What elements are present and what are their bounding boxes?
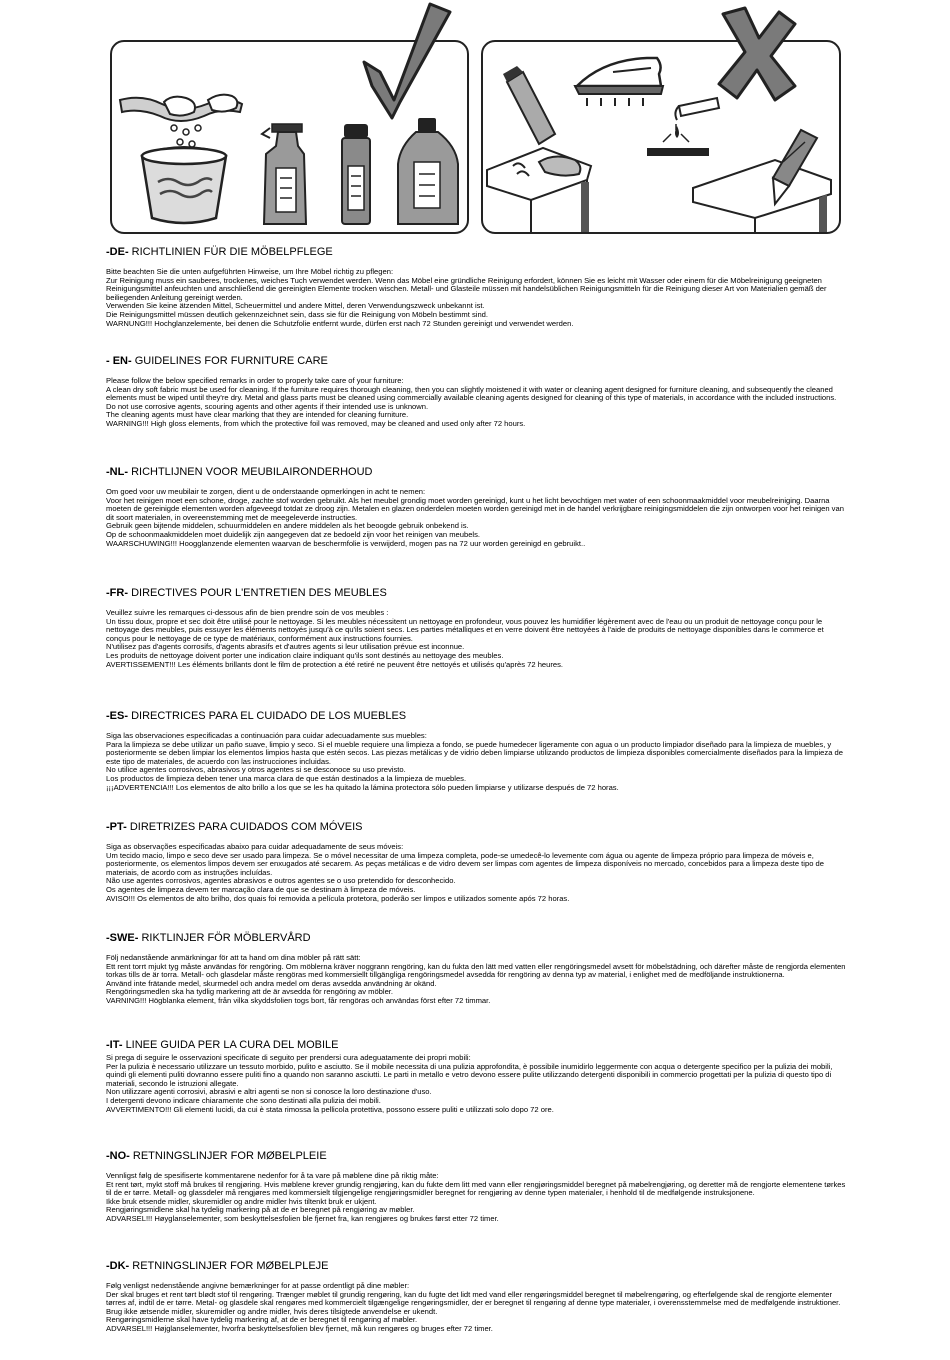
language-code: -NL- — [106, 466, 128, 478]
instruction-paragraph: Et rent tørt, mykt stoff må brukes til rengjøring. Hvis møblene krever grundig rengjøring, kan du fukte dem litt med vann eller rengjøringsmiddel beregnet på møbelrengjøring, og deretter må de rengjorte elementene tørkes til de er tørre. Metall- og glassdeler må rengjøres med kommersielt tilgjengelige rengjøringsmidler beregnet for rengjøring av denne typen materialer, i henhold til de medfølgende instruksjonene. — [106, 1179, 846, 1198]
forbidden-methods-panel — [481, 40, 841, 234]
instruction-paragraph: Ett rent torrt mjukt tyg måste användas för rengöring. Om möblerna kräver noggrann rengöring, kan du fukta den lätt med vatten eller rengöringsmedel avsett för möbelstädning, och därefter måste de rengjorda elementen torkas tills de är torra. Metall- och glasdelar måste rengöras med kommersiellt tillgängliga rengöringsmedel avsedda för rengöring av denna typ av material, i enlighet med de medföljande instruktionerna. — [106, 961, 846, 980]
language-code: -IT- — [106, 1039, 123, 1051]
language-code: -NO- — [106, 1150, 130, 1162]
intro-line: Bitte beachten Sie die unten aufgeführten Hinweise, um Ihre Möbel richtig zu pflegen: — [106, 267, 394, 276]
intro-line: Si prega di seguire le osservazioni specificate di seguito per prendersi cura adeguatamente dei propri mobili: — [106, 1053, 471, 1062]
instruction-paragraph: Zur Reinigung muss ein sauberes, trockenes, weiches Tuch verwendet werden. Wenn das Möbel eine gründliche Reinigung erfordert, können Sie es leicht mit Wasser oder einem für die Möbelreinigung geeigneten Reinigungsmittel anfeuchten und anschließend die gereinigten Elemente trocken wischen. Metall- und Glasteile müssen mit handelsüblichen Reinigungsmitteln für die Reinigung dieser Art von Materialien gemäß der beiliegenden Anleitung gereinigt werden. — [106, 275, 827, 302]
intro-line: Please follow the below specified remarks in order to properly take care of your furniture: — [106, 376, 404, 385]
instruction-line: Die Reinigungsmittel müssen deutlich gekennzeichnet sein, dass sie für die Reinigung von Möbeln bestimmt sind. — [106, 309, 489, 319]
section-body — [106, 1054, 846, 1114]
section-heading — [106, 1260, 846, 1273]
instruction-line: Ikke bruk etsende midler, skuremidler og andre midler hvis tiltenkt bruk er ukjent. — [106, 1196, 377, 1206]
check-icon — [364, 4, 450, 118]
section-de — [106, 246, 846, 328]
bucket-icon — [142, 147, 226, 223]
language-code: -PT- — [106, 821, 127, 833]
intro-line: Följ nedanstående anmärkningar för att ta hand om dina möbler på rätt sätt: — [106, 953, 361, 962]
language-code: -ES- — [106, 710, 128, 722]
instruction-paragraph: Per la pulizia è necessario utilizzare un tessuto morbido, pulito e asciutto. Se il mobile necessita di una pulizia approfondita, è possibile inumidirlo leggermente con acqua o detergente specifico per la pulizia dei mobili, quindi gli elementi puliti dovranno essere puliti fino a quando non saranno asciutti. Le parti in metallo e vetro devono essere pulite utilizzando detergenti disponibili in commercio progettati per la pulizia di questo tipo di materiali, secondo le istruzioni allegate. — [106, 1061, 833, 1088]
section-heading — [106, 1039, 846, 1052]
warning-line: WAARSCHUWING!!! Hoogglanzende elementen waarvan de beschermfolie is verwijderd, mogen pas na 72 uur worden gereinigd en gebruikt.. — [106, 538, 586, 548]
section-dk — [106, 1260, 846, 1334]
hands-wringing-cloth-icon — [120, 95, 242, 147]
detergent-bottle-icon — [398, 118, 458, 224]
section-body — [106, 954, 846, 1006]
section-title: GUIDELINES FOR FURNITURE CARE — [134, 355, 328, 367]
instruction-paragraph: Para la limpieza se debe utilizar un paño suave, limpio y seco. Si el mueble requiere una limpieza a fondo, se puede humedecer ligeramente con agua o un producto limpiador diseñado para la limpieza de muebles, y posteriormente se deben limpiar los elementos limpios hasta que estén secos. Las piezas metálicas y de vidrio deben limpiarse utilizando productos de limpieza disponibles comercialmente diseñados para la limpieza de este tipo de materiales, de acuerdo con las instrucciones incluidas. — [106, 739, 843, 766]
warning-line: WARNUNG!!! Hochglanzelemente, bei denen die Schutzfolie entfernt wurde, dürfen erst nach 72 Stunden gereinigt und verwendet werden. — [106, 318, 574, 328]
warning-line: VARNING!!! Högblanka element, från vilka skyddsfolien togs bort, får rengöras och användas först efter 72 timmar. — [106, 995, 491, 1005]
section-title: LINEE GUIDA PER LA CURA DEL MOBILE — [125, 1039, 339, 1051]
instruction-line: Använd inte frätande medel, skurmedel och andra medel om deras avsedda användning är okänd. — [106, 978, 437, 988]
section-body — [106, 1282, 846, 1334]
intro-line: Følg venligst nedenstående angivne bemærkninger for at passe ordentligt på dine møbler: — [106, 1281, 410, 1290]
section-body — [106, 609, 846, 669]
instruction-line: Do not use corrosive agents, scouring agents and other agents if their intended use is unknown. — [106, 401, 429, 411]
language-code: -DK- — [106, 1260, 130, 1272]
instruction-line: Os agentes de limpeza devem ter marcação clara de que se destinam à limpeza de móveis. — [106, 884, 416, 894]
section-heading — [106, 932, 846, 945]
section-title: RICHTLIJNEN VOOR MEUBILAIRONDERHOUD — [131, 466, 373, 478]
cross-icon — [719, 8, 795, 100]
section-title: DIRECTRICES PARA EL CUIDADO DE LOS MUEBLES — [131, 710, 407, 722]
section-nl — [106, 466, 846, 548]
instruction-paragraph: Voor het reinigen moet een schone, droge, zachte stof worden gebruikt. Als het meubel grondig moet worden gereinigd, kunt u het licht bevochtigen met water of een schoonmaakmiddel voor meubelreiniging. Daarna moeten de gereinigde elementen worden afgeveegd totdat ze droog zijn. Metalen en glazen onderdelen moeten worden gereinigd met in de handel verkrijgbare reinigingsmiddelen die zijn ontworpen voor het reinigen van dit soort materialen, in overeenstemming met de meegeleverde instructies. — [106, 495, 844, 522]
instruction-line: I detergenti devono indicare chiaramente che sono destinati alla pulizia dei mobili. — [106, 1095, 381, 1105]
section-body — [106, 377, 846, 429]
warning-line: WARNING!!! High gloss elements, from which the protective foil was removed, may be cleaned and used only after 72 hours. — [106, 418, 526, 428]
spray-bottle-icon — [262, 124, 306, 224]
section-body — [106, 1172, 846, 1224]
section-heading — [106, 587, 846, 600]
section-title: DIRECTIVES POUR L'ENTRETIEN DES MEUBLES — [131, 587, 387, 599]
warning-line: ¡¡¡ADVERTENCIA!!! Los elementos de alto brillo a los que se les ha quitado la lámina protectora sólo pueden limpiarse y utilizarse después de 72 horas. — [106, 782, 619, 792]
section-en — [106, 355, 846, 429]
warning-line: AVISO!!! Os elementos de alto brilho, dos quais foi removida a película protetora, poderão ser limpos e utilizados somente após 72 horas. — [106, 893, 570, 903]
section-es — [106, 710, 846, 792]
section-heading — [106, 821, 846, 834]
section-title: RETNINGSLINJER FOR MØBELPLEIE — [132, 1150, 327, 1162]
section-title: RETNINGSLINJER FOR MØBELPLEJE — [132, 1260, 329, 1272]
section-no — [106, 1150, 846, 1224]
section-fr — [106, 587, 846, 669]
instruction-line: Não use agentes corrosivos, agentes abrasivos e outros agentes se o uso pretendido for desconhecido. — [106, 876, 456, 886]
instruction-line: Op de schoonmaakmiddelen moet duidelijk zijn aangegeven dat ze bedoeld zijn voor het reinigen van meubels. — [106, 529, 481, 539]
table-scrubbing-icon — [487, 148, 591, 232]
instruction-line: Rengöringsmedlen ska ha tydlig markering att de är avsedda för rengöring av möbler. — [106, 987, 394, 997]
instruction-line: Verwenden Sie keine ätzenden Mittel, Scheuermittel und andere Mittel, deren Verwendungszweck unbekannt ist. — [106, 301, 485, 311]
section-swe — [106, 932, 846, 1006]
section-title: RIKTLINJER FÖR MÖBLERVÅRD — [141, 932, 311, 944]
section-it — [106, 1039, 846, 1114]
instruction-line: Rengjøringsmidlene skal ha tydelig markering på at de er beregnet på rengjøring av møbler. — [106, 1205, 415, 1215]
intro-line: Vennligst følg de spesifiserte kommentarene nedenfor for å ta vare på møblene dine på riktig måte: — [106, 1171, 439, 1180]
section-heading — [106, 355, 846, 368]
allowed-methods-illustration — [112, 42, 467, 232]
section-body — [106, 488, 846, 548]
cleaning-bottle-icon — [342, 124, 370, 224]
forbidden-methods-illustration — [483, 42, 839, 232]
instruction-line: Rengøringsmidlerne skal have tydelig markering af, at de er beregnet til rengøring af møbler. — [106, 1315, 418, 1325]
section-heading — [106, 1150, 846, 1163]
instruction-paragraph: Der skal bruges et rent tørt blødt stof til rengøring. Trænger møblet til grundig rengøring, kan du fugte det lidt med vand eller rengøringsmiddel beregnet til møbelrengøring, og efterfølgende skal de rengjorte elementer tørres af, indtil de er tørre. Metal- og glasdele skal rengøres med kommercielt tilgængelige rengøringsmidler, der er beregnet til rengøring af denne type materialer, i overensstemmelse med de medfølgende instruktioner. — [106, 1289, 841, 1308]
section-body — [106, 732, 846, 792]
instruction-line: The cleaning agents must have clear marking that they are intended for cleaning furniture. — [106, 410, 409, 420]
instruction-line: No utilice agentes corrosivos, abrasivos y otros agentes si se desconoce su uso previsto. — [106, 765, 406, 775]
iron-icon — [575, 58, 663, 106]
section-pt — [106, 821, 846, 903]
section-title: RICHTLINIEN FÜR DIE MÖBELPFLEGE — [131, 246, 333, 258]
corrosive-agent-icon — [647, 98, 719, 156]
section-heading — [106, 466, 846, 479]
instruction-paragraph: Um tecido macio, limpo e seco deve ser usado para limpeza. Se o móvel necessitar de uma limpeza completa, pode-se umedecê-lo levemente com água ou agente de limpeza próprio para limpeza de móveis e, posteriormente, os elementos limpos devem ser enxugados até secarem. As peças metálicas e de vidro devem ser limpas com agentes de limpeza disponíveis no mercado, concebidos para a limpeza deste tipo de materiais, de acordo com as instruções incluídas. — [106, 850, 824, 877]
language-code: - EN- — [106, 355, 132, 367]
instruction-line: N'utilisez pas d'agents corrosifs, d'agents abrasifs et d'autres agents si leur utilisation prévue est inconnue. — [106, 642, 465, 652]
instruction-paragraph: Un tissu doux, propre et sec doit être utilisé pour le nettoyage. Si les meubles nécessitent un nettoyage en profondeur, vous pouvez les humidifier légèrement avec de l'eau ou un produit de nettoyage conçu pour le nettoyage des meubles, puis essuyer les éléments nettoyés jusqu'à ce qu'ils soient secs. Les parties métalliques et en verre doivent être nettoyées à l'aide de produits de nettoyage disponibles dans le commerce et conçus pour le nettoyage de ce type de matériaux, conformément aux instructions fournies. — [106, 616, 824, 643]
instruction-line: Gebruik geen bijtende middelen, schuurmiddelen en andere middelen als het beoogde gebruik onbekend is. — [106, 521, 469, 531]
language-code: -SWE- — [106, 932, 139, 944]
warning-line: AVERTISSEMENT!!! Les éléments brillants dont le film de protection a été retiré ne peuvent être nettoyés et utilisés qu'après 72 heures. — [106, 659, 564, 669]
language-code: -FR- — [106, 587, 128, 599]
section-heading — [106, 710, 846, 723]
intro-line: Om goed voor uw meubilair te zorgen, dient u de onderstaande opmerkingen in acht te nemen: — [106, 487, 426, 496]
instruction-line: Los productos de limpieza deben tener una marca clara de que están destinados a la limpieza de muebles. — [106, 773, 467, 783]
intro-line: Siga las observaciones especificadas a continuación para cuidar adecuadamente sus muebles: — [106, 731, 427, 740]
instruction-paragraph: A clean dry soft fabric must be used for cleaning. If the furniture requires thorough cleaning, then you can slightly moistened it with water or cleaning agent designed for furniture cleaning, and subsequently the cleaned elements must be wiped until they're dry. Metal and glass parts must be cleaned using commercially available cleaning agents designed for cleaning of this type of materials, in accordance with the included instructions. — [106, 384, 837, 403]
language-code: -DE- — [106, 246, 129, 258]
knife-scraping-icon — [693, 130, 831, 232]
intro-line: Veuillez suivre les remarques ci-dessous afin de bien prendre soin de vos meubles : — [106, 608, 389, 617]
instruction-line: Les produits de nettoyage doivent porter une indication claire indiquant qu'ils sont destinés au nettoyage des meubles. — [106, 650, 504, 660]
allowed-methods-panel — [110, 40, 469, 234]
section-body — [106, 843, 846, 903]
warning-line: ADVARSEL!!! Høyglanselementer, som beskyttelsesfolien ble fjernet fra, kan rengjøres og brukes først etter 72 timer. — [106, 1213, 499, 1223]
instruction-line: Non utilizzare agenti corrosivi, abrasivi e altri agenti se non si conosce la loro destinazione d'uso. — [106, 1087, 432, 1097]
warning-line: AVVERTIMENTO!!! Gli elementi lucidi, da cui è stata rimossa la pellicola protettiva, possono essere puliti e utilizzati solo dopo 72 ore. — [106, 1104, 554, 1114]
intro-line: Siga as observações especificadas abaixo para cuidar adequadamente de seus móveis: — [106, 842, 404, 851]
section-title: DIRETRIZES PARA CUIDADOS COM MÓVEIS — [129, 821, 363, 833]
section-body — [106, 268, 846, 328]
instruction-line: Brug ikke ætsende midler, skuremidler og andre midler, hvis deres tilsigtede anvendelse er ukendt. — [106, 1306, 438, 1316]
warning-line: ADVARSEL!!! Højglanselementer, hvorfra beskyttelsesfolien blev fjernet, må kun rengøres og bruges efter 72 timer. — [106, 1323, 493, 1333]
section-heading — [106, 246, 846, 259]
